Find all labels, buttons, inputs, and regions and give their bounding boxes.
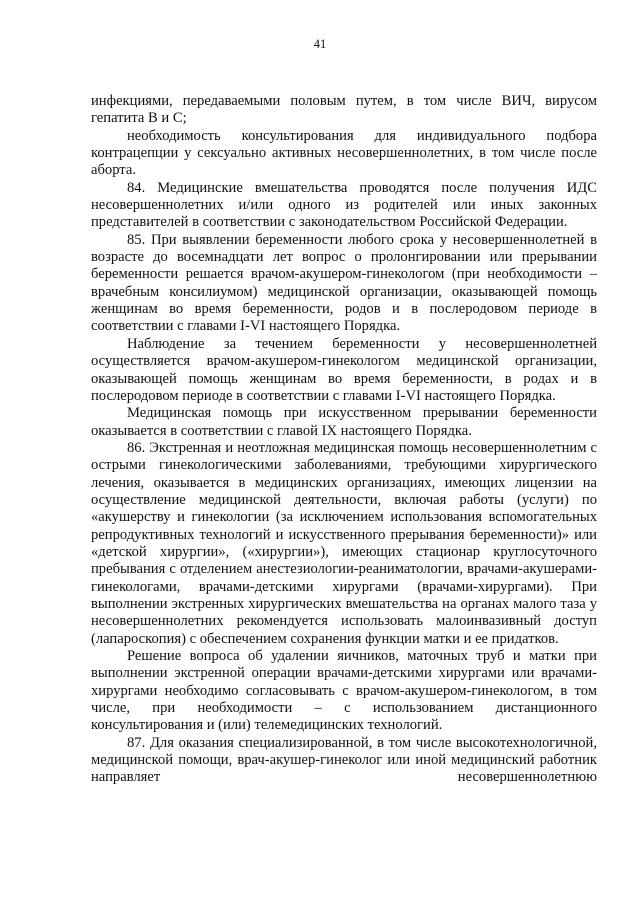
- body-text: [91, 93, 597, 787]
- page-number: 41: [313, 37, 327, 51]
- paragraph-pregnancy-observation: Наблюдение за течением беременности у несовершеннолетней осуществляется врачом-акушером-гинекологом медицинской организации, оказывающей помощь женщинам во время беременности, в родах и в послеродовом периоде в соответствии с главами I-VI настоящего Порядка.: [91, 335, 597, 404]
- paragraph-abortion-care: Медицинская помощь при искусственном прерывании беременности оказывается в соответствии с главой IX настоящего Порядка.: [91, 405, 597, 439]
- paragraph-contraception-consulting: необходимость консультирования для индивидуального подбора контрацепции у сексуально активных несовершеннолетних, в том числе после аборта.: [91, 127, 597, 179]
- paragraph-sti-continuation: инфекциями, передаваемыми половым путем, в том числе ВИЧ, вирусом гепатита В и С;: [91, 93, 597, 127]
- paragraph-87-specialized-care: 87. Для оказания специализированной, в том числе высокотехнологичной, медицинской помощи, врач-акушер-гинеколог или иной медицинский работник направляет несовершеннолетнюю: [91, 734, 597, 786]
- paragraph-85-pregnancy: 85. При выявлении беременности любого срока у несовершеннолетней в возрасте до восемнадцати лет вопрос о пролонгировании или прерывании беременности решается врачом-акушером-гинекологом (при необходимости – врачебным консилиумом) медицинской организации, оказывающей помощь женщинам во время беременности, родов и в послеродовом периоде в соответствии с главами I-VI настоящего Порядка.: [91, 231, 597, 335]
- paragraph-84-consent: 84. Медицинские вмешательства проводятся после получения ИДС несовершеннолетних и/или одного из родителей или иных законных представителей в соответствии с законодательством Российской Федерации.: [91, 179, 597, 231]
- paragraph-organ-removal-decision: Решение вопроса об удалении яичников, маточных труб и матки при выполнении экстренной операции врачами-детскими хирургами или врачами-хирургами необходимо согласовывать с врачом-акушером-гинекологом, в том числе, при необходимости – с использованием дистанционного консультирования и (или) телемедицинских технологий.: [91, 648, 597, 734]
- paragraph-86-emergency-care: 86. Экстренная и неотложная медицинская помощь несовершеннолетним с острыми гинекологическими заболеваниями, требующими хирургического лечения, оказывается в медицинских организациях, имеющих лицензии на осуществление медицинской деятельности, включая работы (услуги) по «акушерству и гинекологии (за исключением использования вспомогательных репродуктивных технологий и искусственного прерывания беременности)» или «детской хирургии», («хирургии»), имеющих стационар круглосуточного пребывания с отделением анестезиологии-реаниматологии, врачами-акушерами-гинекологами, врачами-детскими хирургами (врачами-хирургами). При выполнении экстренных хирургических вмешательства на органах малого таза у несовершеннолетних рекомендуется использовать малоинвазивный доступ (лапароскопия) с обеспечением сохранения функции матки и ее придатков.: [91, 439, 597, 647]
